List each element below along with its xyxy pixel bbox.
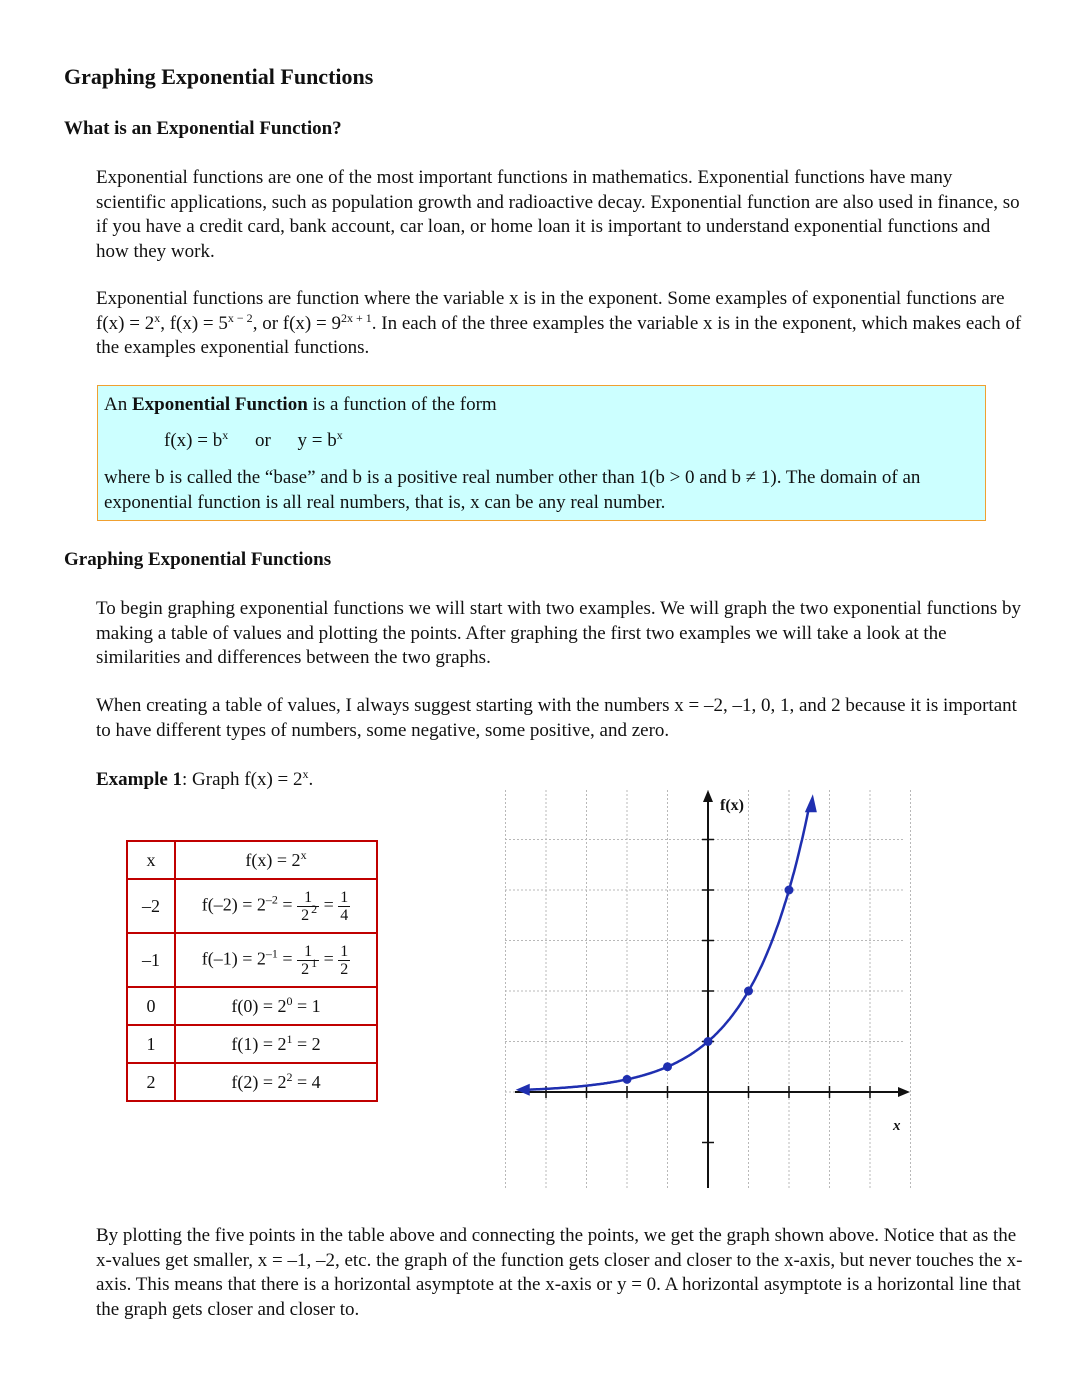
- formula-fx: f(x) = b: [164, 430, 223, 451]
- fraction-den-exp: 2: [311, 901, 318, 916]
- fraction-num: 1: [340, 888, 349, 906]
- page-title: Graphing Exponential Functions: [64, 64, 374, 89]
- table-header-f-exp: x: [300, 847, 307, 862]
- table-cell-f: [175, 1063, 377, 1101]
- row-eq2: =: [323, 894, 334, 915]
- x-axis-label: x: [893, 1118, 901, 1134]
- row-exp: 1: [286, 1031, 293, 1046]
- table-header-row: [127, 841, 377, 879]
- example-1-label: [96, 768, 1026, 793]
- conclusion-paragraph: By plotting the five points in the table above and connecting the points, we get the graph shown above. Notice that as the x-values get smaller, x = –1, –2, etc. the graph of the function gets closer and closer to the x-axis, but never touches the x-axis. This means that there is a horizontal asymptote at the x-axis or y = 0. A horizontal asymptote is a horizontal line that the graph gets closer and closer to.: [96, 1225, 1023, 1320]
- fraction-num: 1: [297, 889, 319, 907]
- table-header-f: [175, 841, 377, 879]
- definition-term: Exponential Function: [131, 394, 308, 415]
- row-tail: = 1: [292, 995, 321, 1016]
- row-eq: =: [282, 948, 293, 969]
- row-tail: = 4: [292, 1071, 321, 1092]
- fraction: [338, 943, 350, 978]
- fraction: [297, 943, 319, 978]
- row-lhs: f(–1) = 2: [201, 948, 266, 969]
- table-cell-x: –2: [127, 879, 175, 933]
- x-axis-arrow-icon: [898, 1087, 910, 1097]
- row-f: f(1) = 2: [231, 1033, 287, 1054]
- table-cell-f: [175, 987, 377, 1025]
- table-cell-x: 2: [127, 1063, 175, 1101]
- curve-left-arrow-icon: [516, 1084, 530, 1096]
- y-axis-label: f(x): [720, 797, 744, 814]
- table-cell-x: –1: [127, 933, 175, 987]
- examples-exp-a: x: [154, 310, 161, 325]
- definition-body: where b is called the “base” and b is a positive real number other than 1(b > 0 and b ≠ 1). The domain of an exponential function is all real numbers, that is, x can be any real number.: [104, 467, 921, 513]
- row-f: f(0) = 2: [231, 995, 287, 1016]
- table-cell-x: 1: [127, 1025, 175, 1063]
- fraction-den-base: 2: [301, 960, 310, 978]
- row-exp: 0: [286, 993, 293, 1008]
- definition-intro-post: is a function of the form: [307, 394, 497, 415]
- table-row: [127, 933, 377, 987]
- row-exp: –2: [265, 892, 278, 907]
- example-1-text: : Graph f(x) = 2: [182, 769, 303, 790]
- row-eq2: =: [323, 948, 334, 969]
- table-row: [127, 987, 377, 1025]
- fraction-den: [297, 901, 319, 924]
- section-heading-graphing: Graphing Exponential Functions: [64, 549, 332, 570]
- examples-exp-c: 2x + 1: [340, 310, 372, 325]
- example-1-bold: Example 1: [96, 769, 183, 790]
- examples-exp-b: x − 2: [227, 310, 253, 325]
- section-heading-what-is: What is an Exponential Function?: [64, 118, 342, 139]
- formula-y-exp: x: [336, 428, 343, 442]
- example-1-end: .: [308, 769, 314, 790]
- definition-box: [97, 385, 986, 521]
- data-point: [704, 1037, 713, 1046]
- row-f: f(2) = 2: [231, 1071, 287, 1092]
- table-cell-x: 0: [127, 987, 175, 1025]
- table-cell-f: [175, 1025, 377, 1063]
- formula-fx-exp: x: [222, 428, 229, 442]
- data-point: [785, 886, 794, 895]
- table-header-x: x: [127, 841, 175, 879]
- table-header-f-text: f(x) = 2: [245, 849, 301, 870]
- definition-intro: [104, 393, 497, 418]
- formula-or: or: [254, 430, 271, 451]
- fraction: [297, 889, 319, 924]
- fraction: [338, 889, 350, 924]
- fraction-num: 1: [340, 942, 349, 960]
- examples-paragraph: [96, 287, 1026, 361]
- examples-text-a: Exponential functions are function where the variable x is in the exponent. Some examples of exponential functions are f(x) = 2: [96, 288, 1005, 334]
- table-values-paragraph: When creating a table of values, I always suggest starting with the numbers x = –2, –1, 0, 1, and 2 because it is important to have different types of numbers, some negative, some positive, and zero.: [96, 695, 1017, 741]
- definition-formulas: [164, 429, 343, 454]
- fraction-den-base: 2: [301, 906, 310, 924]
- exponential-graph: [505, 790, 915, 1190]
- curve-top-arrow-icon: [805, 794, 817, 812]
- data-point: [623, 1075, 632, 1084]
- fraction-den: [297, 955, 319, 978]
- row-tail: = 2: [292, 1033, 321, 1054]
- examples-text-b: , f(x) = 5: [160, 312, 228, 334]
- fraction-den: 4: [340, 906, 349, 924]
- table-row: [127, 1063, 377, 1101]
- row-eq: =: [282, 894, 293, 915]
- data-point: [744, 987, 753, 996]
- table-row: [127, 1025, 377, 1063]
- row-exp: –1: [265, 946, 278, 961]
- table-row: [127, 879, 377, 933]
- formula-y: y = b: [297, 430, 337, 451]
- intro-paragraph: Exponential functions are one of the most important functions in mathematics. Exponential functions have many scientific applications, such as population growth and radioactive decay. Exponential function are also used in finance, so if you have a credit card, bank account, car loan, or home loan it is important to understand exponential functions and how they work.: [96, 167, 1020, 262]
- examples-text-d: . In each of the three examples the variable x is in the exponent, which makes each of the examples exponential functions.: [96, 312, 1022, 358]
- fraction-den-exp: 1: [311, 955, 318, 970]
- definition-intro-pre: An: [104, 394, 132, 415]
- data-point: [663, 1062, 672, 1071]
- example-1-exp: x: [302, 767, 309, 781]
- examples-text-c: , or f(x) = 9: [252, 312, 341, 334]
- row-exp: 2: [286, 1069, 293, 1084]
- table-cell-f: [175, 933, 377, 987]
- fraction-den: 2: [340, 960, 349, 978]
- table-cell-f: [175, 879, 377, 933]
- fraction-num: 1: [297, 943, 319, 961]
- values-table: [126, 840, 378, 1102]
- row-lhs: f(–2) = 2: [201, 894, 266, 915]
- graphing-intro-paragraph: To begin graphing exponential functions we will start with two examples. We will graph the two exponential functions by making a table of values and plotting the points. After graphing the first two examples we will take a look at the similarities and differences between the two graphs.: [96, 598, 1021, 668]
- y-axis-arrow-icon: [703, 790, 713, 802]
